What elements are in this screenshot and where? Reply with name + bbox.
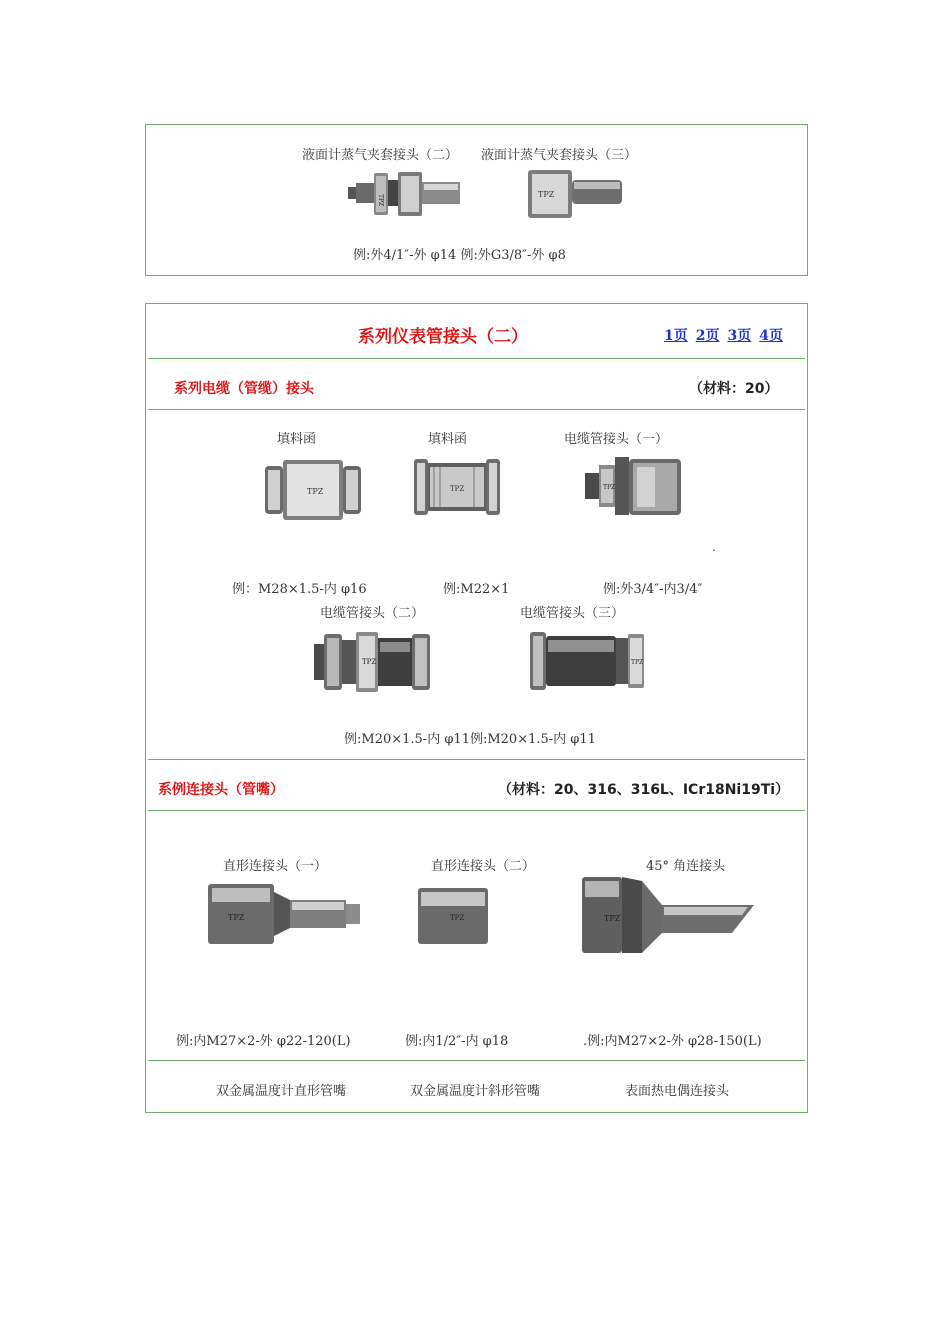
- photo-angle-connector-45: [582, 873, 754, 957]
- caption-straight-connector-1: 直形连接头（一）: [223, 859, 328, 874]
- example-angle-connector-45: .例:内M27×2-外 φ28-150(L): [583, 1034, 762, 1049]
- photo-steam-jacket-3: [528, 168, 626, 220]
- svg-text:TPZ: TPZ: [603, 484, 616, 491]
- divider: [148, 409, 805, 410]
- divider: [148, 1060, 805, 1061]
- example-packing-box-2: 例:M22×1: [443, 582, 510, 597]
- svg-text:TPZ: TPZ: [604, 914, 621, 923]
- tpz-mark: TPZ: [377, 194, 384, 207]
- page-link-4[interactable]: 4页: [759, 328, 783, 344]
- divider: [148, 810, 805, 811]
- example-straight-connector-2: 例:内1/2″-内 φ18: [405, 1034, 509, 1049]
- caption-straight-connector-2: 直形连接头（二）: [431, 859, 536, 874]
- link-surface-thermocouple-connector[interactable]: 表面热电偶连接头: [625, 1084, 730, 1099]
- link-bimetal-angled-nozzle[interactable]: 双金属温度计斜形管嘴: [410, 1084, 541, 1099]
- example-straight-connector-1: 例:内M27×2-外 φ22-120(L): [176, 1034, 351, 1049]
- page-link-1[interactable]: 1页: [664, 328, 688, 344]
- photo-straight-connector-1: [208, 882, 360, 946]
- photo-packing-box-1: [265, 458, 362, 522]
- top-examples: 例:外4/1″-外 φ14 例:外G3/8″-外 φ8: [353, 248, 566, 263]
- photo-steam-jacket-2: [348, 168, 463, 220]
- svg-text:TPZ: TPZ: [450, 914, 465, 922]
- svg-text:TPZ: TPZ: [538, 190, 555, 199]
- caption-steam-jacket-2: 液面计蒸气夹套接头（二）: [302, 148, 459, 163]
- divider: [148, 759, 805, 760]
- section-cable-material: （材料：20）: [689, 381, 779, 397]
- photo-packing-box-2: [414, 455, 500, 519]
- photo-cable-joint-3: [530, 626, 646, 696]
- page-link-2[interactable]: 2页: [695, 328, 720, 344]
- caption-angle-connector-45: 45° 角连接头: [646, 859, 726, 874]
- section-connector-material: （材料：20、316、316L、ICr18Ni19Ti）: [498, 782, 790, 798]
- page-link-3[interactable]: 3页: [727, 328, 752, 344]
- pagination: [656, 325, 783, 345]
- example-packing-box-1: 例：M28×1.5-内 φ16: [232, 582, 367, 597]
- caption-steam-jacket-3: 液面计蒸气夹套接头（三）: [481, 148, 638, 163]
- example-cable-joint-1: 例:外3/4″-内3/4″: [603, 582, 703, 597]
- caption-packing-box-2: 填料函: [428, 432, 468, 447]
- photo-straight-connector-2: [418, 888, 488, 944]
- caption-cable-joint-2: 电缆管接头（二）: [320, 606, 425, 621]
- page-title: 系列仪表管接头（二）: [358, 327, 528, 347]
- link-bimetal-straight-nozzle[interactable]: 双金属温度计直形管嘴: [216, 1084, 347, 1099]
- svg-text:TPZ: TPZ: [228, 913, 245, 922]
- section-cable-heading: 系列电缆（管缆）接头: [174, 381, 314, 397]
- example-cable-joints-2-3: 例:M20×1.5-内 φ11例:M20×1.5-内 φ11: [344, 732, 596, 747]
- main-panel: [145, 303, 808, 1113]
- divider: [148, 358, 805, 359]
- svg-text:TPZ: TPZ: [450, 485, 465, 493]
- caption-cable-joint-1: 电缆管接头（一）: [564, 432, 669, 447]
- svg-text:TPZ: TPZ: [631, 659, 644, 666]
- svg-text:TPZ: TPZ: [307, 487, 324, 496]
- section-connector-heading: 系例连接头（管嘴）: [158, 782, 284, 798]
- caption-packing-box-1: 填料函: [277, 432, 317, 447]
- photo-cable-joint-1: [585, 455, 685, 519]
- svg-text:TPZ: TPZ: [362, 658, 377, 666]
- stray-dot: .: [712, 540, 716, 554]
- caption-cable-joint-3: 电缆管接头（三）: [520, 606, 625, 621]
- photo-cable-joint-2: [314, 628, 434, 696]
